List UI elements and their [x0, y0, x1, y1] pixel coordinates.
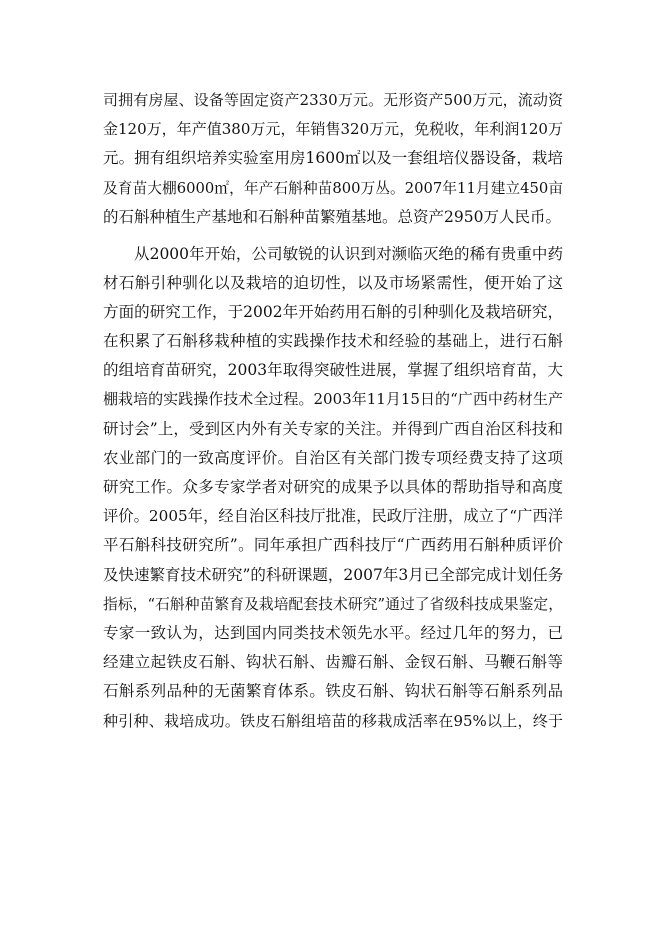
text-line: 及育苗大棚6000㎡，年产石斛种苗800万丛。2007年11月建立450亩: [103, 179, 563, 197]
text-line: 种引种、栽培成功。铁皮石斛组培苗的移栽成活率在95%以上，终于: [103, 711, 563, 730]
text-line: 司拥有房屋、设备等固定资产2330万元。无形资产500万元，流动资: [103, 91, 563, 109]
text-line: 方面的研究工作，于2002年开始药用石斛的引种驯化及栽培研究，: [103, 302, 563, 321]
text-line: 农业部门的一致高度评价。自治区有关部门拨专项经费支持了这项: [103, 448, 563, 467]
text-line: 平石斛科技研究所”。同年承担广西科技厅“广西药用石斛种质评价: [103, 536, 563, 555]
text-line: 研究工作。众多专家学者对研究的成果予以具体的帮助指导和高度: [103, 478, 563, 497]
text-line: 的组培育苗研究，2003年取得突破性进展，掌握了组织培育苗，大: [103, 361, 563, 380]
paragraph-company-assets: [103, 86, 563, 232]
text-line: 在积累了石斛移栽种植的实践操作技术和经验的基础上，进行石斛: [103, 332, 563, 351]
text-line: 石斛系列品种的无菌繁育体系。铁皮石斛、钩状石斛等石斛系列品: [103, 682, 563, 701]
document-body: [103, 86, 563, 736]
text-line: 经建立起铁皮石斛、钩状石斛、齿瓣石斛、金钗石斛、马鞭石斛等: [103, 653, 563, 672]
text-line: 研讨会”上，受到区内外有关专家的关注。并得到广西自治区科技和: [103, 419, 563, 438]
text-line: 元。拥有组织培养实验室用房1600㎡以及一套组培仪器设备，栽培: [103, 149, 563, 168]
paragraph-gap: [103, 232, 563, 240]
text-line: 及快速繁育技术研究”的科研课题，2007年3月已全部完成计划任务: [103, 565, 564, 584]
text-line: 材石斛引种驯化以及栽培的迫切性，以及市场紧需性，便开始了这: [103, 273, 563, 292]
text-line: 评价。2005年，经自治区科技厅批准，民政厅注册，成立了“广西洋: [103, 507, 563, 526]
text-line: 指标，“石斛种苗繁育及栽培配套技术研究”通过了省级科技成果鉴定，: [103, 595, 563, 613]
text-line: 棚栽培的实践操作技术全过程。2003年11月15日的“广西中药材生产: [103, 390, 563, 409]
paragraph-research-history: [103, 240, 563, 736]
text-line: 从2000年开始，公司敏锐的认识到对濒临灭绝的稀有贵重中药: [134, 244, 563, 263]
text-line: 的石斛种植生产基地和石斛种苗繁殖基地。总资产2950万人民币。: [103, 207, 561, 226]
text-line: 金120万，年产值380万元，年销售320万元，免税收，年利润120万: [103, 120, 563, 139]
text-line: 专家一致认为，达到国内同类技术领先水平。经过几年的努力，已: [103, 623, 563, 642]
